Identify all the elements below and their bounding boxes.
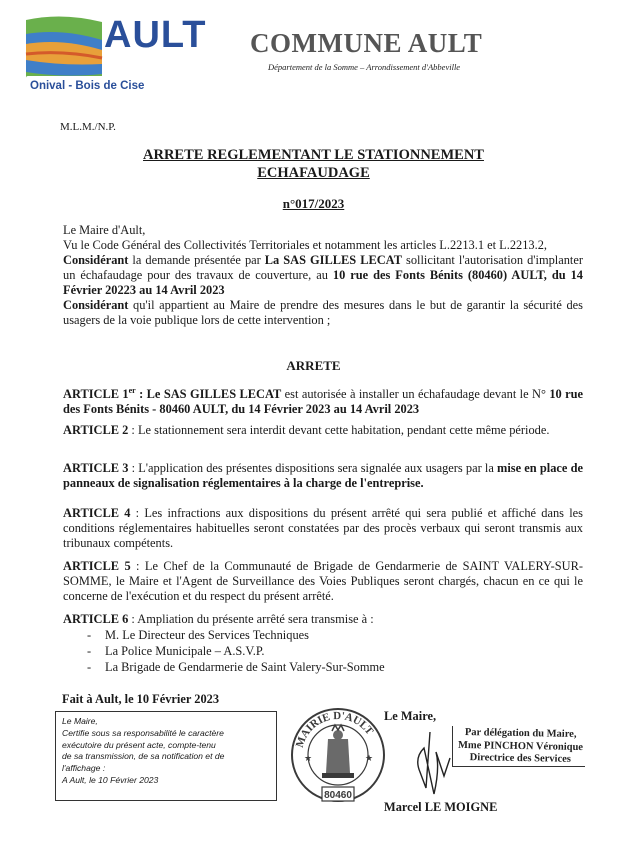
svg-text:★: ★ xyxy=(365,753,374,763)
maire-label: Le Maire, xyxy=(384,709,437,723)
article-4: ARTICLE 4 : Les infractions aux dispositions du présent arrêté qui sera publié et affiché dans les conditions réglementaires habituelles seront constatées par des procès verbaux qui seront transmis aux tribunaux compétents. xyxy=(63,506,583,550)
intro-block xyxy=(63,223,583,328)
document-title-line2: ECHAFAUDAGE xyxy=(257,165,370,181)
cert-line: A Ault, le 10 Février 2023 xyxy=(62,774,159,785)
intro-considerant-1: Considérant la demande présentée par La SAS GILLES LECAT sollicitant l'autorisation d'implanter un échafaudage pour des travaux de couverture, au 10 rue des Fonts Bénits (80460) AULT, du 14 Février 20223 au 14 Avril 2023 xyxy=(63,253,583,297)
svg-text:80460: 80460 xyxy=(324,790,352,801)
delegation-line: Directrice des Services xyxy=(469,752,572,765)
intro-maire: Le Maire d'Ault, xyxy=(63,223,146,237)
intro-considerant-2: Considérant qu'il appartient au Maire de prendre des mesures dans le but de garantir la sécurité des usagers de la voie publique lors de cette intervention ; xyxy=(63,298,583,327)
arrete-heading: ARRETE xyxy=(286,358,341,373)
maire-name: Marcel LE MOIGNE xyxy=(384,800,498,814)
cert-line: Certifie sous sa responsabilité le caractère xyxy=(62,727,224,738)
article-3: ARTICLE 3 : L'application des présentes dispositions sera signalée aux usagers par la mise en place de panneaux de signalisation réglementaires à la charge de l'entreprise. xyxy=(63,461,583,490)
cert-line: l'affichage : xyxy=(62,763,106,774)
cert-line: de sa transmission, de sa notification et de xyxy=(62,751,225,762)
logo-wordmark: AULT xyxy=(104,14,207,56)
svg-text:★: ★ xyxy=(304,753,313,763)
mairie-stamp xyxy=(288,703,388,807)
reference: M.L.M./N.P. xyxy=(60,121,116,133)
cert-line: exécutoire du présent acte, compte-tenu xyxy=(62,739,216,750)
delegation-line: Par délégation du Maire, xyxy=(464,727,577,740)
fait-a-ault: Fait à Ault, le 10 Février 2023 xyxy=(62,692,220,706)
commune-title: COMMUNE AULT xyxy=(250,28,483,58)
list-item: - La Brigade de Gendarmerie de Saint Valery-Sur-Somme xyxy=(63,659,583,675)
list-item: - M. Le Directeur des Services Techniques xyxy=(63,627,583,643)
arrete-number: n°017/2023 xyxy=(282,196,345,211)
article-1: ARTICLE 1er : Le SAS GILLES LECAT est autorisée à installer un échafaudage devant le N° 10 rue des Fonts Bénits - 80460 AULT, du 14 Février 2023 au 14 Avril 2023 xyxy=(63,386,583,417)
recipient-list xyxy=(63,627,583,675)
article-5: ARTICLE 5 : Le Chef de la Communauté de Brigade de Gendarmerie de SAINT VALERY-SUR-SOMME, le Maire et l'Agent de Surveillance des Voies Publiques seront chargés, chacun en ce qui le concerne de l'exécution et du respect du présent arrêté. xyxy=(63,559,583,603)
certification-box xyxy=(55,711,277,801)
document-title-line1: ARRETE REGLEMENTANT LE STATIONNEMENT xyxy=(143,147,484,163)
svg-text:MAIRIE D'AULT: MAIRIE D'AULT xyxy=(293,709,376,750)
intro-vu: Vu le Code Général des Collectivités Territoriales et notamment les articles L.2213.1 et L.2213.2, xyxy=(63,238,548,252)
list-item: - La Police Municipale – A.S.V.P. xyxy=(63,643,583,659)
cert-line: Le Maire, xyxy=(62,716,98,726)
delegation-block xyxy=(448,727,594,767)
delegation-line: Mme PINCHON Véronique xyxy=(457,739,584,753)
article-6: ARTICLE 6 : Ampliation du présente arrêté sera transmise à : - M. Le Directeur des Services Techniques - La Police Municipale – A.S.V.P. - La Brigade de Gendarmerie de Saint Valery-Sur-Somme xyxy=(63,612,583,675)
department-line: Département de la Somme – Arrondissement d'Abbeville xyxy=(268,62,461,72)
article-2: ARTICLE 2 : Le stationnement sera interdit devant cette habitation, pendant cette même période. xyxy=(63,423,550,437)
logo-subtitle: Onival - Bois de Cise xyxy=(30,80,145,92)
